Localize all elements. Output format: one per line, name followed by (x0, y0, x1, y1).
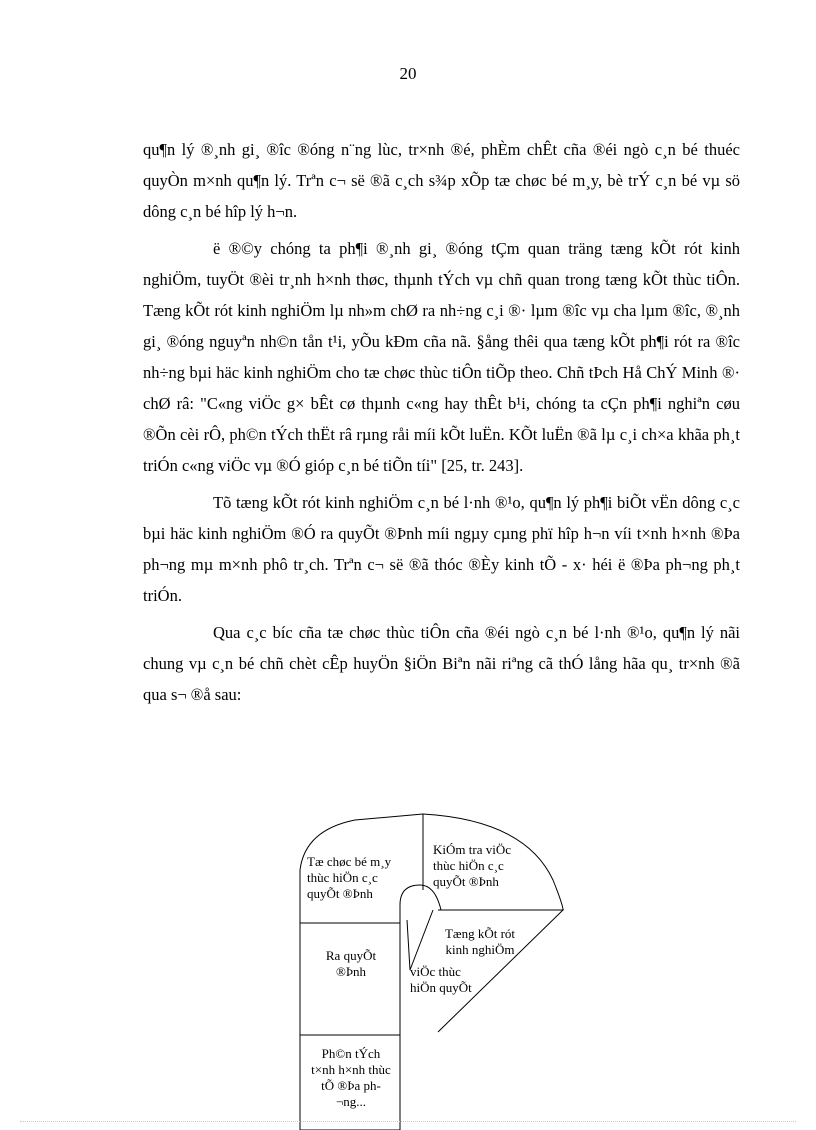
footer-rule (20, 1121, 796, 1122)
body-text (143, 134, 740, 716)
paragraph-1: qu¶n lý ®¸nh gi¸ ®îc ®óng n¨ng lùc, tr×nh ®é, phÈm chÊt cña ®éi ngò c¸n bé thuéc quyÒn m×nh qu¶n lý. Trªn c¬ së ®ã c¸ch s¾p xÕp tæ chøc bé m¸y, bè trÝ c¸n bé vµ sö dông c¸n bé hîp lý h¬n. (143, 140, 740, 221)
implement-box-label: viÖc thùc hiÖn quyÕt (410, 964, 472, 995)
page-number: 20 (399, 64, 417, 83)
check-box-label: KiÓm tra viÖc thùc hiÖn c¸c quyÕt ®Þnh (433, 842, 511, 889)
summary-box-label: Tæng kÕt rót kinh nghiÖm (444, 926, 516, 957)
zigzag-line (407, 910, 433, 970)
org-box-label: Tæ chøc bé m¸y thùc hiÖn c¸c quyÕt ®Þnh (307, 854, 392, 901)
paragraph-2: ë ®©y chóng ta ph¶i ®¸nh gi¸ ®óng tÇm quan träng tæng kÕt rót kinh nghiÖm, tuyÖt ®èi tr¸nh h×nh thøc, thµnh tÝch vµ chñ quan trong tæng kÕt thùc tiÔn. Tæng kÕt rót kinh nghiÖm lµ nh»m chØ ra nh÷ng c¸i ®· lµm ®îc vµ cha lµm ®îc, ®¸nh gi¸ ®óng nguyªn nh©n tån t¹i, yÕu kÐm cña nã. §ång thêi qua tæng kÕt ph¶i rót ra ®îc nh÷ng bµi häc kinh nghiÖm cho tæ chøc thùc tiÔn tiÕp theo. Chñ tÞch Hå ChÝ Minh ®· chØ râ: "C«ng viÖc g× bÊt cø thµnh c«ng hay thÊt b¹i, chóng ta cÇn ph¶i nghiªn cøu ®Õn cèi rÔ, ph©n tÝch thËt râ rµng råi míi kÕt luËn. KÕt luËn ®ã lµ c¸i ch×a khãa ph¸t triÓn c«ng viÖc vµ ®Ó gióp c¸n bé tiÕn tíi" [25, tr. 243]. (143, 239, 740, 475)
process-diagram (295, 810, 665, 1130)
analysis-box-label: Ph©n tÝch t×nh h×nh thùc tÕ ®Þa ph¬ng... (311, 1046, 391, 1109)
decision-box-label: Ra quyÕt ®Þnh (325, 948, 377, 979)
paragraph-3: Tõ tæng kÕt rót kinh nghiÖm c¸n bé l·nh ®¹o, qu¶n lý ph¶i biÕt vËn dông c¸c bµi häc kinh nghiÖm ®Ó ra quyÕt ®Þnh míi ngµy cµng phï hîp h¬n víi t×nh h×nh ®Þa ph¬ng mµ m×nh phô tr¸ch. Trªn c¬ së ®ã thóc ®Èy kinh tÕ - x· héi ë ®Þa ph¬ng ph¸t triÓn. (143, 493, 740, 605)
paragraph-4: Qua c¸c bíc cña tæ chøc thùc tiÔn cña ®éi ngò c¸n bé l·nh ®¹o, qu¶n lý nãi chung vµ c¸n bé chñ chèt cÊp huyÖn §iÖn Biªn nãi riªng cã thÓ lång hãa qu¸ tr×nh ®ã qua s¬ ®å sau: (143, 623, 740, 704)
